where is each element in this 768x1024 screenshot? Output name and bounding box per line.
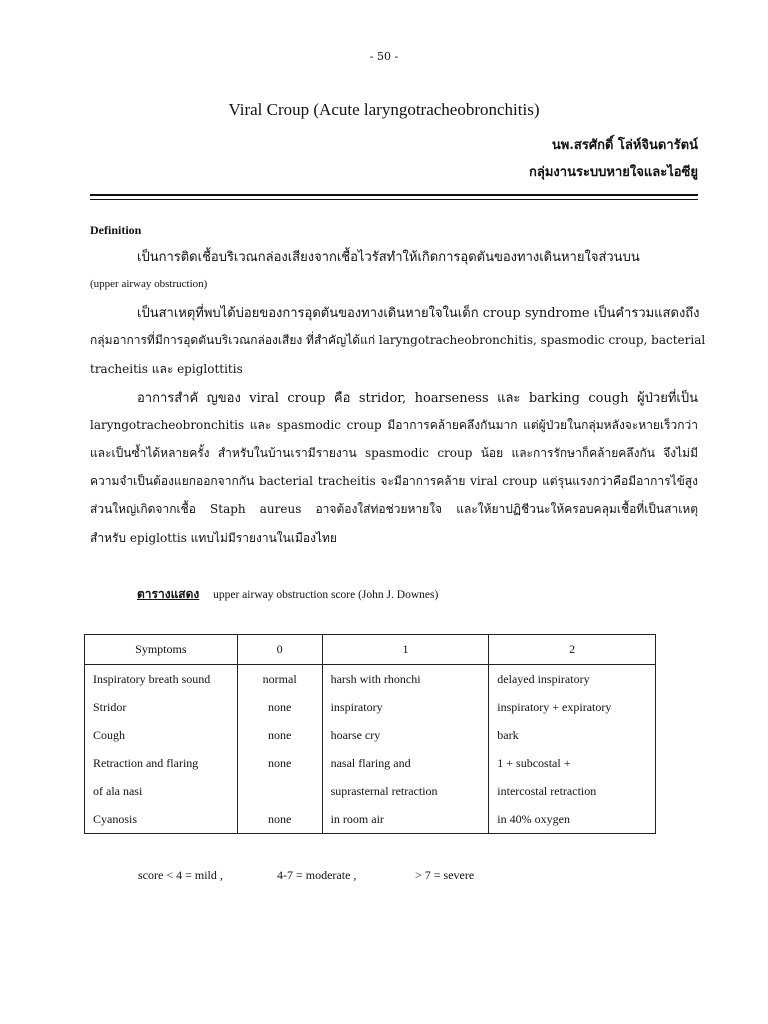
paragraph-line: laryngotracheobronchitis และ spasmodic croup มีอาการคล้ายคลึงกันมาก แต่ผู้ป่วยในกลุ่มหลังจะหายเร็วกว่า bbox=[90, 418, 698, 432]
table-row bbox=[85, 693, 656, 721]
table-cell: none bbox=[237, 721, 322, 749]
table-cell: bark bbox=[489, 721, 656, 749]
table-cell: Inspiratory breath sound bbox=[85, 665, 238, 694]
table-cell: inspiratory + expiratory bbox=[489, 693, 656, 721]
table-header-cell: Symptoms bbox=[85, 635, 238, 665]
table-cell: none bbox=[237, 805, 322, 834]
table-cell: normal bbox=[237, 665, 322, 694]
paragraph-line: ความจำเป็นต้องแยกออกจากกัน bacterial tracheitis จะมีอาการคล้าย viral croup แต่รุนแรงกว่าคือมีอาการไข้สูง bbox=[90, 474, 698, 488]
table-header-cell: 2 bbox=[489, 635, 656, 665]
table-row bbox=[85, 721, 656, 749]
obstruction-score-table bbox=[84, 634, 656, 834]
score-legend-severe: > 7 = severe bbox=[415, 868, 475, 882]
table-header-cell: 0 bbox=[237, 635, 322, 665]
table-cell: Cyanosis bbox=[85, 805, 238, 834]
table-cell: in 40% oxygen bbox=[489, 805, 656, 834]
table-row bbox=[85, 749, 656, 777]
paragraph-line: tracheitis และ epiglottitis bbox=[90, 362, 243, 376]
table-cell: inspiratory bbox=[322, 693, 489, 721]
table-cell: intercostal retraction bbox=[489, 777, 656, 805]
department-name: กลุ่มงานระบบหายใจและไอซียู bbox=[529, 165, 698, 180]
table-cell: Cough bbox=[85, 721, 238, 749]
table-cell: 1 + subcostal + bbox=[489, 749, 656, 777]
header-rule-thick bbox=[90, 194, 698, 196]
paragraph-line: กลุ่มอาการที่มีการอุดตันบริเวณกล่องเสียง ที่สำคัญได้แก่ laryngotracheobronchitis, spasmodic croup, bacterial bbox=[90, 333, 706, 347]
score-legend-mild: score < 4 = mild , bbox=[138, 868, 223, 882]
table-cell: in room air bbox=[322, 805, 489, 834]
paragraph-line: เป็นการติดเชื้อบริเวณกล่องเสียงจากเชื้อไวรัสทำให้เกิดการอุดตันของทางเดินหายใจส่วนบน bbox=[137, 250, 640, 265]
table-cell: delayed inspiratory bbox=[489, 665, 656, 694]
table-caption bbox=[137, 585, 438, 604]
header-rule-thin bbox=[90, 199, 698, 200]
definition-heading: Definition bbox=[90, 223, 142, 237]
paragraph-line: (upper airway obstruction) bbox=[90, 278, 208, 290]
table-cell: of ala nasi bbox=[85, 777, 238, 805]
paragraph-line: ส่วนใหญ่เกิดจากเชื้อ Staph aureus อาจต้องใส่ท่อช่วยหายใจ และให้ยาปฏิชีวนะให้ครอบคลุมเชื้อที่เป็นสาเหตุ bbox=[90, 502, 698, 516]
table-cell: nasal flaring and bbox=[322, 749, 489, 777]
table-row bbox=[85, 805, 656, 834]
paragraph-line: อาการสำคั ญของ viral croup คือ stridor, hoarseness และ barking cough ผู้ป่วยที่เป็น bbox=[137, 391, 698, 406]
table-cell: Retraction and flaring bbox=[85, 749, 238, 777]
table-header-cell: 1 bbox=[322, 635, 489, 665]
page-number: - 50 - bbox=[369, 50, 399, 63]
author-name: นพ.สรศักดิ์ โล่ห์จินดารัตน์ bbox=[551, 138, 698, 153]
table-cell: Stridor bbox=[85, 693, 238, 721]
paragraph-line: เป็นสาเหตุที่พบได้บ่อยของการอุดตันของทางเดินหายใจในเด็ก croup syndrome เป็นคำรวมแสดงถึง bbox=[137, 306, 700, 321]
paragraph-line: สำหรับ epiglottis แทบไม่มีรายงานในเมืองไทย bbox=[90, 531, 337, 545]
table-row bbox=[85, 777, 656, 805]
table-cell: none bbox=[237, 693, 322, 721]
table-row bbox=[85, 665, 656, 694]
table-cell: hoarse cry bbox=[322, 721, 489, 749]
table-cell: none bbox=[237, 749, 322, 777]
table-caption-label: ตารางแสดง bbox=[137, 587, 200, 601]
score-legend-moderate: 4-7 = moderate , bbox=[277, 868, 357, 882]
paragraph-line: และเป็นซ้ำได้หลายครั้ง สำหรับในบ้านเรามีรายงาน spasmodic croup น้อย และการรักษาก็คล้ายคลึงกัน จึงไม่มี bbox=[90, 446, 698, 460]
table-header-row bbox=[85, 635, 656, 665]
document-title: Viral Croup (Acute laryngotracheobronchitis) bbox=[228, 100, 540, 119]
table-caption-text: upper airway obstruction score (John J. Downes) bbox=[213, 589, 439, 601]
table-cell: harsh with rhonchi bbox=[322, 665, 489, 694]
table-cell bbox=[237, 777, 322, 805]
table-cell: suprasternal retraction bbox=[322, 777, 489, 805]
